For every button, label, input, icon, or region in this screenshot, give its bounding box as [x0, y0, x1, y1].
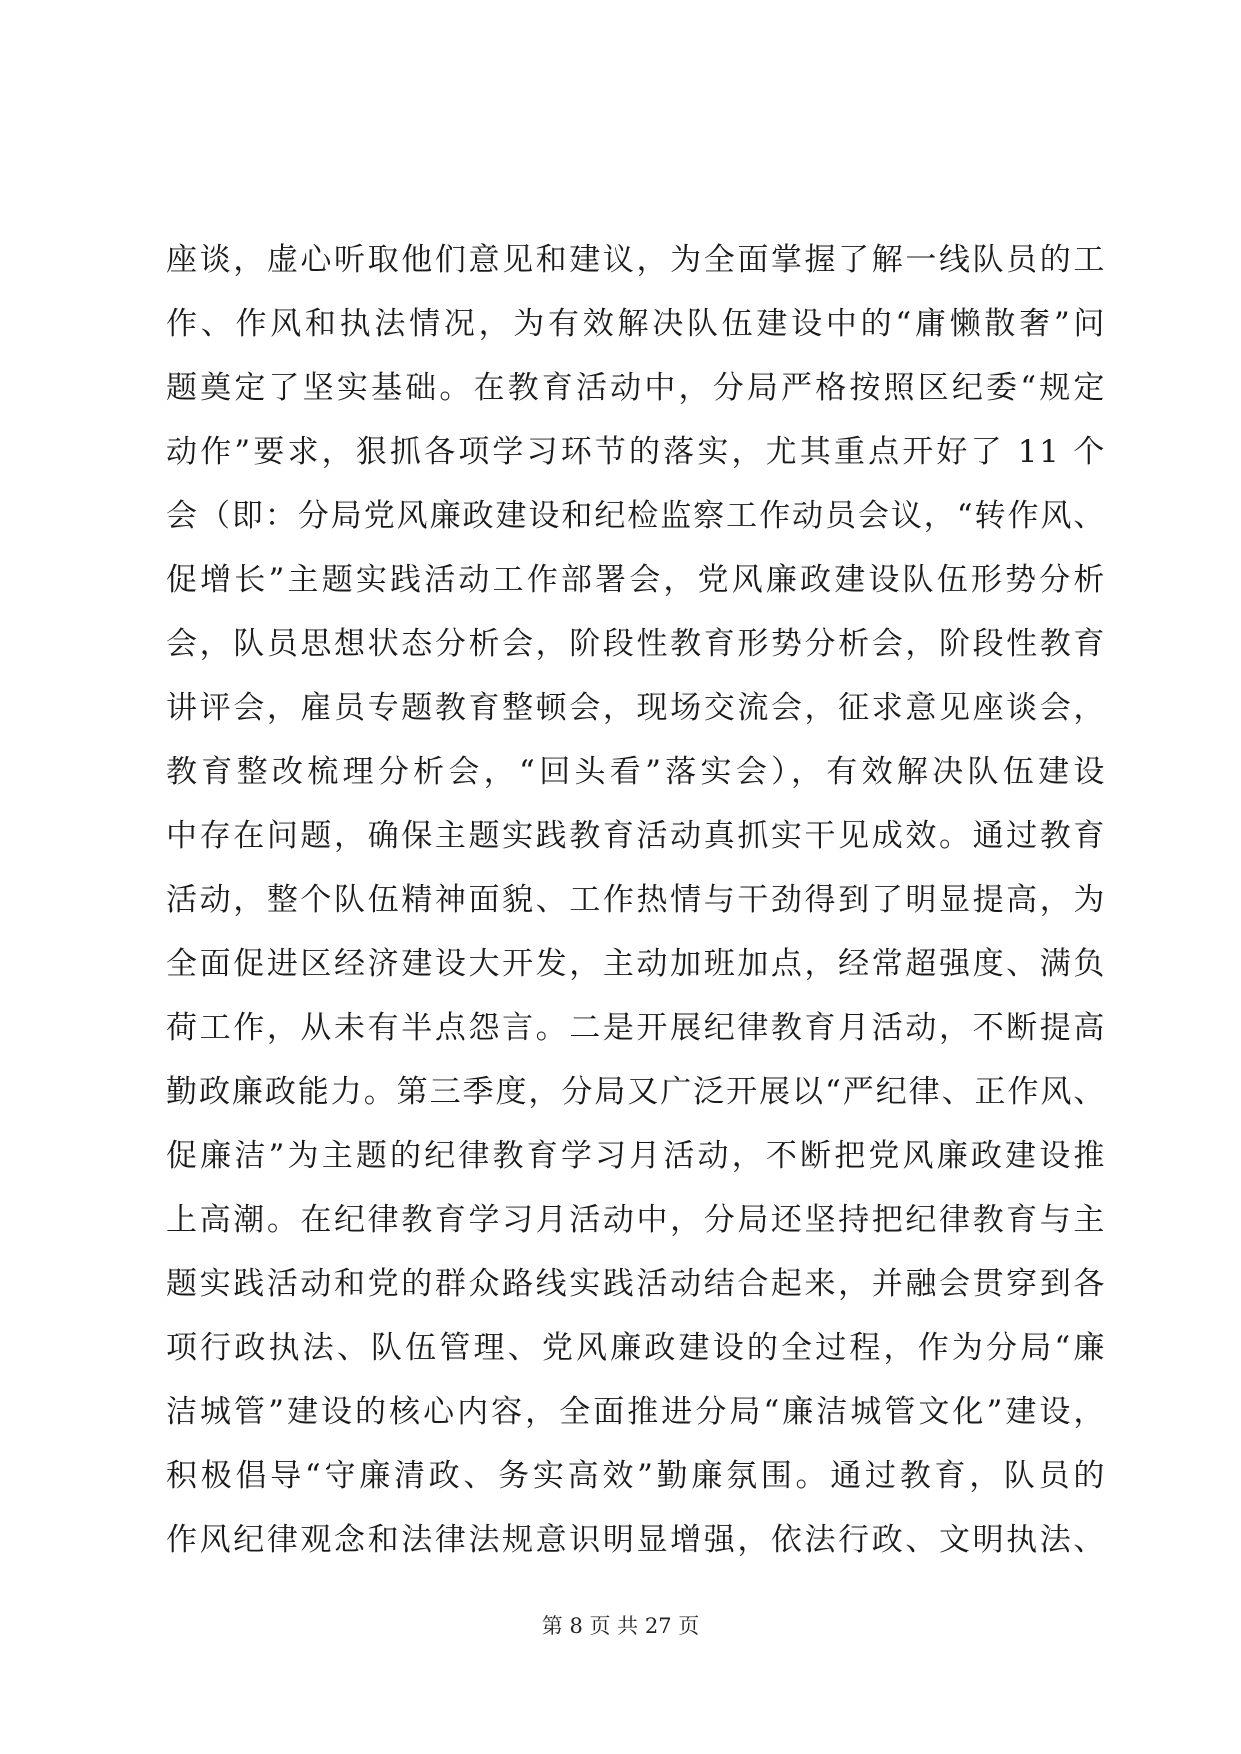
text-line: 教育整改梳理分析会，“回头看”落实会），有效解决队伍建设 — [166, 754, 1106, 790]
text-line: 项行政执法、队伍管理、党风廉政建设的全过程，作为分局“廉 — [166, 1330, 1106, 1366]
text-line: 全面促进区经济建设大开发，主动加班加点，经常超强度、满负 — [166, 946, 1106, 982]
body-text — [166, 228, 1106, 1572]
text-line: 题奠定了坚实基础。在教育活动中，分局严格按照区纪委“规定 — [166, 370, 1106, 406]
text-line: 会，队员思想状态分析会，阶段性教育形势分析会，阶段性教育 — [166, 626, 1106, 662]
text-line: 作、作风和执法情况，为有效解决队伍建设中的“庸懒散奢”问 — [166, 306, 1106, 342]
text-line: 促增长”主题实践活动工作部署会，党风廉政建设队伍形势分析 — [166, 562, 1106, 598]
text-line: 促廉洁”为主题的纪律教育学习月活动，不断把党风廉政建设推 — [166, 1138, 1106, 1174]
text-line: 会（即：分局党风廉政建设和纪检监察工作动员会议，“转作风、 — [166, 498, 1106, 534]
text-line: 洁城管”建设的核心内容，全面推进分局“廉洁城管文化”建设， — [166, 1394, 1106, 1430]
text-line: 活动，整个队伍精神面貌、工作热情与干劲得到了明显提高，为 — [166, 882, 1106, 918]
text-line: 上高潮。在纪律教育学习月活动中，分局还坚持把纪律教育与主 — [166, 1202, 1106, 1238]
text-line: 动作”要求，狠抓各项学习环节的落实，尤其重点开好了 11 个 — [166, 434, 1106, 470]
text-line: 座谈，虚心听取他们意见和建议，为全面掌握了解一线队员的工 — [166, 242, 1106, 278]
text-line: 讲评会，雇员专题教育整顿会，现场交流会，征求意见座谈会， — [166, 690, 1106, 726]
page-number-footer: 第 8 页 共 27 页 — [541, 1614, 700, 1638]
text-line: 作风纪律观念和法律法规意识明显增强，依法行政、文明执法、 — [166, 1522, 1106, 1558]
text-line: 积极倡导“守廉清政、务实高效”勤廉氛围。通过教育，队员的 — [166, 1458, 1106, 1494]
text-line: 中存在问题，确保主题实践教育活动真抓实干见成效。通过教育 — [166, 818, 1106, 854]
text-line: 勤政廉政能力。第三季度，分局又广泛开展以“严纪律、正作风、 — [166, 1074, 1106, 1110]
text-line: 题实践活动和党的群众路线实践活动结合起来，并融会贯穿到各 — [166, 1266, 1106, 1302]
text-line: 荷工作，从未有半点怨言。二是开展纪律教育月活动，不断提高 — [166, 1010, 1106, 1046]
